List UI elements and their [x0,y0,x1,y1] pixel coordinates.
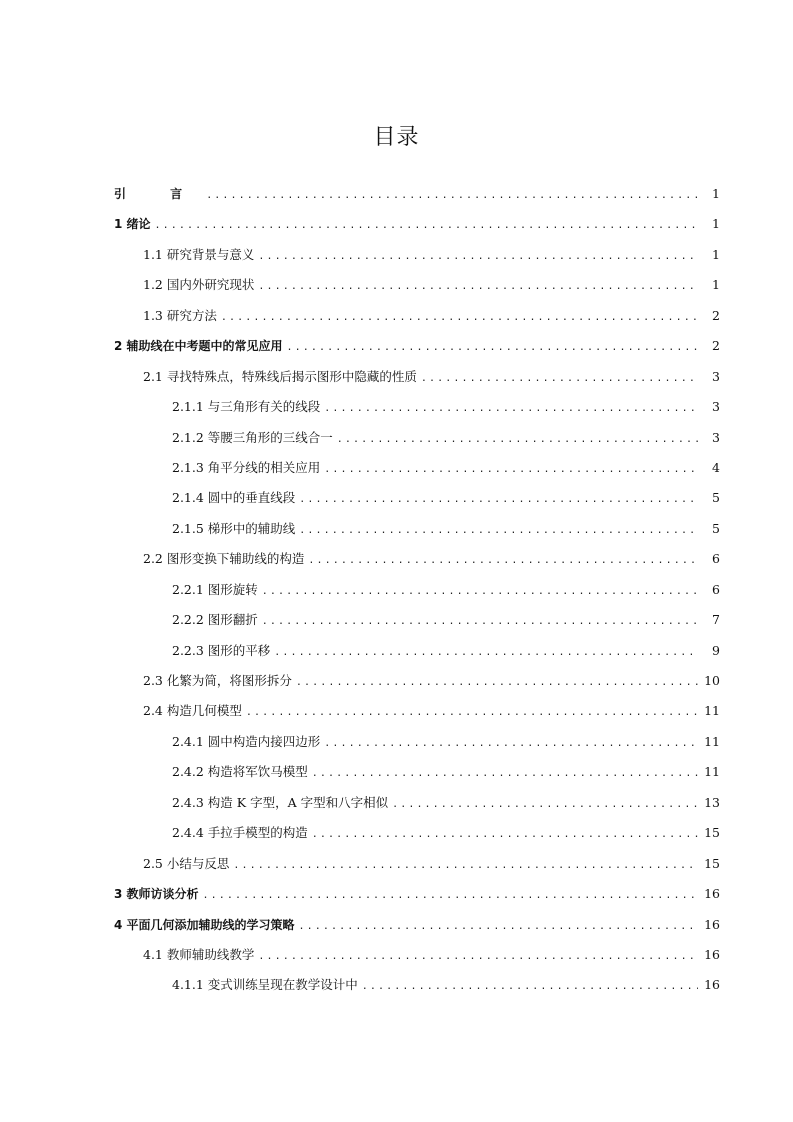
dot-leader [258,244,698,270]
dot-leader [233,853,698,879]
dot-leader [392,792,698,818]
dot-leader [299,518,698,544]
toc-entry-label: 2.5 小结与反思 [143,855,230,871]
toc-entry-label: 1.1 研究背景与意义 [143,246,255,262]
toc-entry-page-number: 10 [704,673,720,688]
toc-entry-label: 4 平面几何添加辅助线的学习策略 [114,917,295,932]
toc-entry[interactable] [114,759,720,789]
dot-leader [308,548,698,574]
toc-entry-label: 1.3 研究方法 [143,307,217,323]
dot-leader [324,731,698,757]
toc-entry-label: 2.2.1 图形旋转 [172,581,258,597]
toc-entry[interactable] [114,364,720,394]
dot-leader [324,396,698,422]
toc-entry[interactable] [114,333,720,363]
dot-leader [258,944,698,970]
toc-entry-page-number: 16 [704,946,720,962]
dot-leader [421,366,698,392]
dot-leader [262,609,698,635]
toc-entry-label: 2.4.3 构造 K 字型，A 字型和八字相似 [172,794,389,810]
toc-entry-page-number: 15 [704,825,720,841]
toc-entry-page-number: 1 [712,277,720,293]
toc-entry-label: 2.3 化繁为简，将图形拆分 [143,673,292,688]
dot-leader [258,274,698,300]
toc-entry-page-number: 5 [712,490,720,506]
dot-leader [221,305,698,331]
toc-entry-page-number: 3 [712,399,720,415]
dot-leader [203,883,698,909]
toc-entry-page-number: 11 [704,733,720,749]
toc-entry[interactable] [114,820,720,850]
dot-leader [337,427,698,453]
dot-leader [312,761,698,787]
toc-entry-label: 2.1.3 角平分线的相关应用 [172,459,321,475]
toc-entry-label: 引 言 [114,187,203,201]
toc-entry[interactable] [114,455,720,485]
toc-entry-page-number: 4 [712,459,720,475]
toc-entry[interactable] [114,851,720,881]
toc-entry[interactable] [114,881,720,911]
toc-entry-page-number: 1 [712,186,720,201]
toc-entry-page-number: 16 [704,916,720,932]
dot-leader [362,974,698,1000]
dot-leader [274,640,698,666]
toc-entry-page-number: 16 [704,886,720,902]
toc-entry[interactable] [114,211,720,241]
toc-entry-page-number: 1 [712,246,720,262]
toc-entry-label: 2.1.1 与三角形有关的线段 [172,399,321,415]
toc-entry[interactable] [114,638,720,668]
toc-entry-label: 2.4.2 构造将军饮马模型 [172,764,308,780]
toc-entry-page-number: 6 [712,551,720,567]
toc-entry[interactable] [114,912,720,942]
toc-entry-page-number: 16 [704,977,720,993]
toc-entry-label: 2.1.4 圆中的垂直线段 [172,490,296,506]
dot-leader [287,335,698,361]
toc-entry-label: 2.4.4 手拉手模型的构造 [172,825,308,841]
toc-entry[interactable] [114,242,720,272]
toc-entry-label: 2.2 图形变换下辅助线的构造 [143,551,305,567]
toc-entry-label: 2.1 寻找特殊点，特殊线后揭示图形中隐藏的性质 [143,368,417,384]
toc-entry-page-number: 13 [704,794,720,810]
toc-entry-label: 2.1.2 等腰三角形的三线合一 [172,429,333,445]
toc-entry-page-number: 9 [712,642,720,658]
toc-entry-label: 4.1 教师辅助线教学 [143,946,255,962]
toc-entry-label: 3 教师访谈分析 [114,887,199,902]
toc-entry-page-number: 15 [704,855,720,871]
toc-entry-page-number: 5 [712,520,720,536]
toc-entry[interactable] [114,425,720,455]
toc-entry[interactable] [114,394,720,424]
toc-entry-page-number: 2 [712,307,720,323]
toc-entry-page-number: 11 [704,764,720,780]
toc-entry[interactable] [114,607,720,637]
toc-entry[interactable] [114,790,720,820]
toc-entry[interactable] [114,668,720,698]
toc-entry-page-number: 11 [704,703,720,719]
dot-leader [324,457,698,483]
toc-entry-label: 2.4.1 圆中构造内接四边形 [172,733,321,749]
toc-entry[interactable] [114,485,720,515]
dot-leader [246,700,698,726]
toc-entry-label: 2.2.2 图形翻折 [172,612,258,628]
dot-leader [206,183,698,209]
toc-entry-page-number: 7 [712,612,720,628]
toc-entry[interactable] [114,546,720,576]
toc-entry-label: 1.2 国内外研究现状 [143,277,255,293]
toc-entry-label: 4.1.1 变式训练呈现在教学设计中 [172,977,358,993]
toc-entry[interactable] [114,729,720,759]
toc-entry[interactable] [114,181,720,211]
dot-leader [296,670,698,696]
toc-entry-label: 1 绪论 [114,217,151,232]
toc-entry-label: 2.1.5 梯形中的辅助线 [172,520,296,536]
dot-leader [299,914,698,940]
dot-leader [299,487,698,513]
toc-entry-page-number: 3 [712,429,720,445]
toc-entry-label: 2.2.3 图形的平移 [172,642,271,658]
toc-entry-label: 2 辅助线在中考题中的常见应用 [114,339,283,354]
toc-entry-page-number: 2 [712,338,720,354]
dot-leader [155,213,698,239]
toc-entry-page-number: 6 [712,581,720,597]
dot-leader [312,822,698,848]
toc-entry[interactable] [114,698,720,728]
toc-entry[interactable] [114,303,720,333]
toc-entry-page-number: 1 [712,216,720,232]
toc-entry[interactable] [114,972,720,1002]
toc-entry-page-number: 3 [712,368,720,384]
dot-leader [262,579,698,605]
page-title: 目录 [373,125,420,150]
toc-entry[interactable] [114,272,720,302]
toc-entry[interactable] [114,516,720,546]
toc-entry[interactable] [114,942,720,972]
toc-entry-label: 2.4 构造几何模型 [143,703,242,719]
table-of-contents [114,181,720,1003]
toc-entry[interactable] [114,577,720,607]
